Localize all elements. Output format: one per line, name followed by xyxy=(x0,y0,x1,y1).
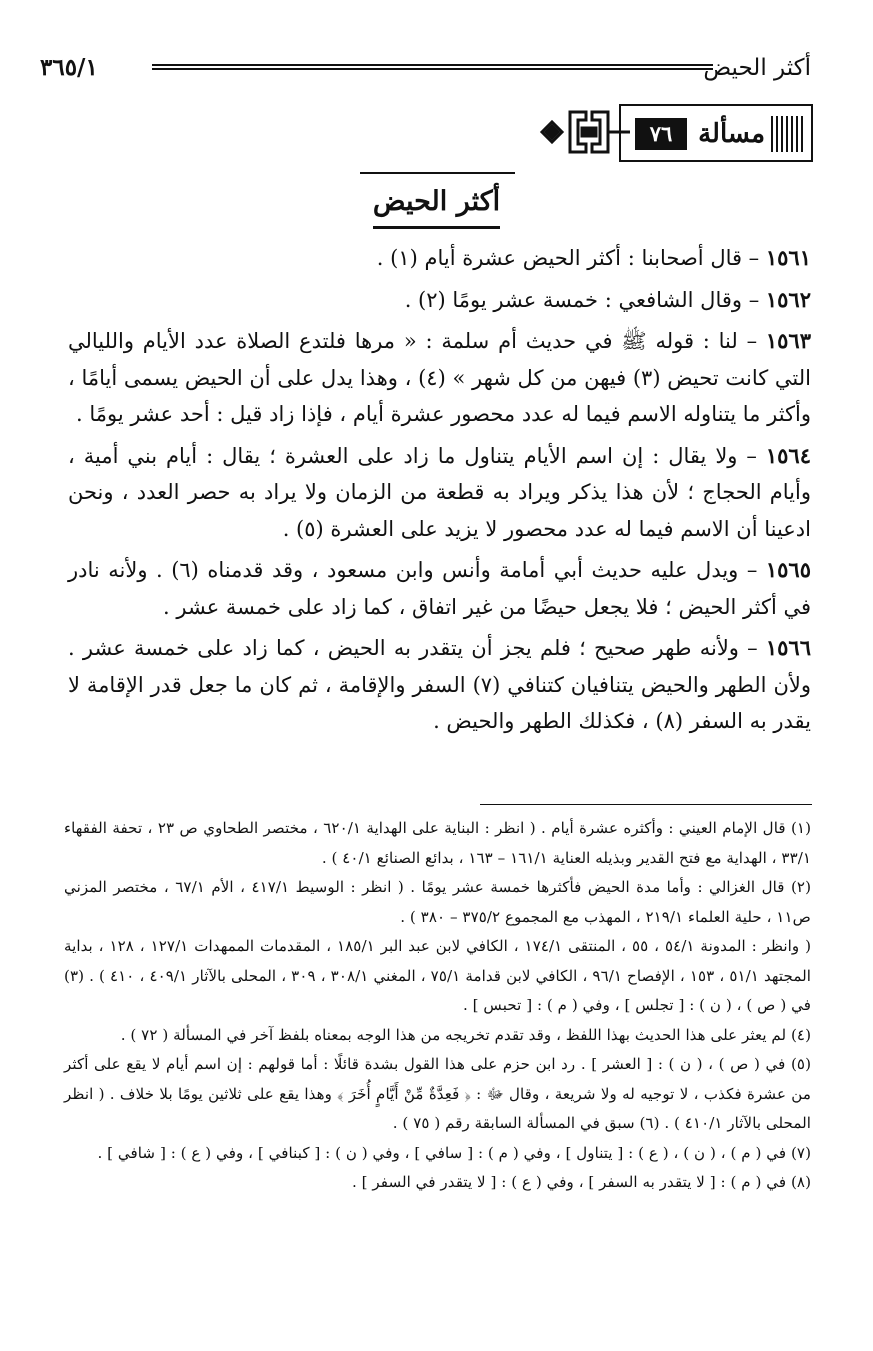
section-heading xyxy=(0,180,873,229)
geometric-ornament-icon xyxy=(530,100,630,164)
masala-number: ٧٦ xyxy=(635,118,687,150)
heading-top-rule xyxy=(360,172,515,174)
page-number: ٣٦٥/١ xyxy=(40,54,98,81)
paragraph-text: – ويدل عليه حديث أبي أمامة وأنس وابن مسعود ، وقد قدمناه (٦) . ولأنه نادر في أكثر الحيض ؛ فلا يجعل حيضًا من غير اتفاق ، كما زاد على خمسة عشر . xyxy=(68,558,811,619)
paragraph xyxy=(68,438,811,548)
paragraph-number: ١٥٦٣ xyxy=(765,328,811,353)
paragraph xyxy=(68,552,811,625)
running-header-title: أكثر الحيض xyxy=(703,55,811,81)
footnotes xyxy=(64,814,811,1198)
paragraph xyxy=(68,282,811,319)
footnote: (١) قال الإمام العيني : وأكثره عشرة أيام . ( انظر : البناية على الهداية ٦٢٠/١ ، مختصر الطحاوي ص ٢٣ ، تحفة الفقهاء ٣٣/١ ، الهداية مع فتح القدير وبذيله العناية ١٦١/١ – ١٦٣ ، بدائع الصنائع ٤٠/١ ) . xyxy=(64,819,811,867)
running-header xyxy=(40,48,811,88)
banner-box xyxy=(619,104,813,162)
main-text xyxy=(68,240,811,745)
paragraph xyxy=(68,630,811,740)
paragraph-number: ١٥٦١ xyxy=(765,245,811,270)
paragraph xyxy=(68,240,811,277)
paragraph-number: ١٥٦٤ xyxy=(765,442,811,468)
header-double-rule xyxy=(152,64,713,70)
masala-label: مسألة xyxy=(698,119,765,149)
footnote: (٥) في ( ص ) ، ( ن ) : [ العشر ] . رد ابن حزم على هذا القول بشدة قائلًا : أما قولهم : إن اسم أيام لا يقع على أكثر من عشرة فكذب ، لا توجيه له ولا شريعة ، وقال ﷻ : ﴿ فَعِدَّةٌ مِّنْ أَيَّامٍ أُخَرَ ﴾ وهذا يقع على ثلاثين يومًا بلا خلاف . ( انظر المحلى بالآثار ٤١٠/١ ) . (٦) سبق في المسألة السابقة رقم ( ٧٥ ) . xyxy=(64,1055,811,1132)
banner-stripes xyxy=(771,116,805,152)
paragraph-text: – ولا يقال : إن اسم الأيام يتناول ما زاد على العشرة ؛ يقال : أيام بني أمية ، وأيام الحجاج ؛ لأن هذا يذكر ويراد به قطعة من الزمان ولا يراد به حصر العدد ، ونحن ادعينا أن الاسم فيما له عدد محصور لا يزيد على العشرة (٥) . xyxy=(68,443,811,541)
paragraph-text: – قال أصحابنا : أكثر الحيض عشرة أيام (١) . xyxy=(376,246,766,270)
paragraph-text: – لنا : قوله ﷺ في حديث أم سلمة : « مرها فلتدع الصلاة عدد الأيام والليالي التي كانت تحيض (٣) فيهن من كل شهر » (٤) ، وهذا يدل على أن الحيض يسمى أيامًا ، وأكثر ما يتناوله الاسم فيما له عدد محصور عشرة أيام ، فإذا زاد قيل : أحد عشر يومًا . xyxy=(68,329,811,426)
footnote: (٤) لم يعثر على هذا الحديث بهذا اللفظ ، وقد تقدم تخريجه من هذا الوجه بمعناه بلفظ آخر في المسألة ( ٧٢ ) . xyxy=(120,1025,811,1044)
section-heading-text: أكثر الحيض xyxy=(373,180,500,229)
footnote: ( وانظر : المدونة ٥٤/١ ، ٥٥ ، المنتقى ١٧٤/١ ، الكافي لابن عبد البر ١٨٥/١ ، المقدمات الممهدات ١٢٧/١ ، ١٢٨ ، بداية المجتهد ٥١/١ ، ١٥٣ ، الإفصاح ٩٦/١ ، الكافي لابن قدامة ٧٥/١ ، المغني ٣٠٨/١ ، ٣٠٩ ، المحلى بالآثار ٤٠٩/١ ، ٤١٠ ) . (٣) في ( ص ) ، ( ن ) : [ تجلس ] ، وفي ( م ) : [ تحبس ] . xyxy=(64,937,812,1014)
masala-banner xyxy=(530,100,813,164)
footnote-separator xyxy=(480,804,812,805)
paragraph xyxy=(68,323,811,433)
footnote: (٢) قال الغزالي : وأما مدة الحيض فأكثرها خمسة عشر يومًا . ( انظر : الوسيط ٤١٧/١ ، الأم ٦٧/١ ، مختصر المزني ص١١ ، حلية العلماء ٢١٩/١ ، المهذب مع المجموع ٣٧٥/٢ – ٣٨٠ ) . xyxy=(64,878,811,926)
paragraph-number: ١٥٦٦ xyxy=(765,635,811,660)
paragraph-number: ١٥٦٢ xyxy=(765,286,811,312)
paragraph-number: ١٥٦٥ xyxy=(765,557,811,582)
footnote: (٧) في ( م ) ، ( ن ) ، ( ع ) : [ يتناول ] ، وفي ( م ) : [ سافي ] ، وفي ( ن ) : [ كبنافي ] ، وفي ( ع ) : [ شافي ] . xyxy=(97,1143,811,1162)
footnote: (٨) في ( م ) : [ لا يتقدر به السفر ] ، وفي ( ع ) : [ لا يتقدر في السفر ] . xyxy=(351,1173,811,1191)
paragraph-text: – ولأنه طهر صحيح ؛ فلم يجز أن يتقدر به الحيض ، كما زاد على خمسة عشر . ولأن الطهر والحيض يتنافيان كتنافي (٧) السفر والإقامة ، ثم كان ما جعل قدر الإقامة لا يقدر به السفر (٨) ، فكذلك الطهر والحيض . xyxy=(68,636,811,733)
paragraph-text: – وقال الشافعي : خمسة عشر يومًا (٢) . xyxy=(404,287,766,312)
